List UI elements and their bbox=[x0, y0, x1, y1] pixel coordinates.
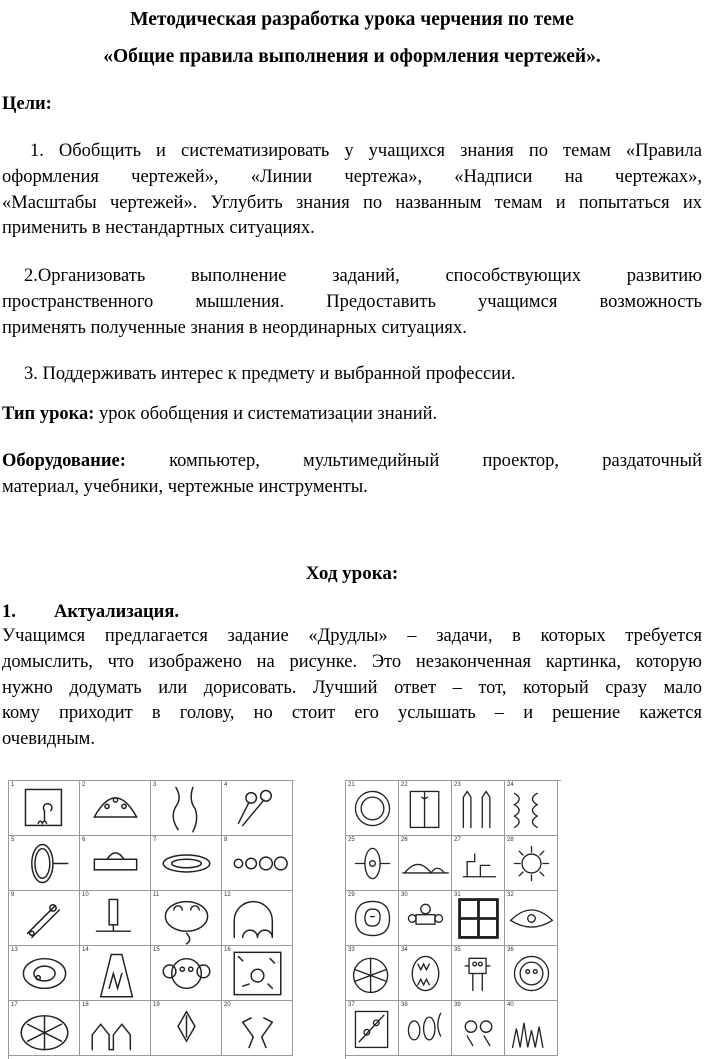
droodle-number: 2 bbox=[82, 782, 86, 788]
droodles-grid-left bbox=[8, 780, 294, 1059]
droodle-number: 35 bbox=[454, 947, 461, 953]
droodle-sketch bbox=[452, 781, 505, 836]
droodle-sketch bbox=[9, 946, 80, 1001]
droodle-sketch bbox=[80, 891, 151, 946]
droodle-sketch bbox=[80, 836, 151, 891]
droodle-sketch bbox=[399, 836, 452, 891]
droodle-sketch bbox=[399, 781, 452, 836]
droodle-sketch bbox=[452, 946, 505, 1001]
droodle-cell bbox=[151, 836, 222, 891]
droodle-number: 12 bbox=[224, 892, 231, 898]
droodle-number: 34 bbox=[401, 947, 408, 953]
droodle-number: 14 bbox=[82, 947, 89, 953]
droodle-number: 3 bbox=[153, 782, 157, 788]
droodle-cell bbox=[222, 1001, 293, 1056]
droodle-number: 5 bbox=[11, 837, 15, 843]
droodle-number: 9 bbox=[11, 892, 15, 898]
droodle-cell bbox=[9, 781, 80, 836]
droodle-sketch bbox=[151, 891, 222, 946]
droodle-cell bbox=[222, 781, 293, 836]
droodle-cell bbox=[452, 836, 505, 891]
droodle-cell bbox=[399, 781, 452, 836]
droodle-number: 15 bbox=[153, 947, 160, 953]
droodle-sketch bbox=[505, 836, 558, 891]
droodle-number: 16 bbox=[224, 947, 231, 953]
goal-item-3: 3. Поддерживать интерес к предмету и выбранной профессии. bbox=[24, 364, 516, 384]
droodle-sketch bbox=[222, 836, 293, 891]
droodle-number: 17 bbox=[11, 1002, 18, 1008]
droodle-cell bbox=[80, 946, 151, 1001]
equipment: Оборудование: компьютер, мультимедийный проектор, раздаточный материал, учебники, чертежные инструменты. bbox=[2, 451, 702, 497]
droodle-cell bbox=[346, 1001, 399, 1056]
droodle-cell bbox=[151, 1001, 222, 1056]
droodle-cell bbox=[80, 891, 151, 946]
droodles-figure bbox=[0, 774, 704, 1058]
droodle-cell bbox=[399, 891, 452, 946]
goal-item-1: 1. Обобщить и систематизировать у учащихся знания по темам «Правила оформления чертежей», «Линии чертежа», «Надписи на чертежах», «Масштабы чертежей». Углубить знания по названным темам и попытаться их применить в нестандартных ситуациях. bbox=[2, 141, 702, 239]
goals-heading: Цели: bbox=[2, 94, 52, 114]
document-title-line-2: «Общие правила выполнения и оформления чертежей». bbox=[103, 46, 601, 67]
droodle-sketch bbox=[399, 1001, 452, 1056]
droodle-cell bbox=[452, 781, 505, 836]
droodle-number: 11 bbox=[153, 892, 160, 898]
droodle-number: 32 bbox=[507, 892, 514, 898]
droodle-number: 26 bbox=[401, 837, 408, 843]
droodle-sketch bbox=[505, 781, 558, 836]
droodle-sketch bbox=[222, 946, 293, 1001]
droodle-number: 30 bbox=[401, 892, 408, 898]
droodle-cell bbox=[346, 891, 399, 946]
droodle-cell bbox=[222, 891, 293, 946]
droodle-sketch bbox=[9, 836, 80, 891]
droodle-sketch bbox=[452, 891, 505, 946]
document-title-line-1: Методическая разработка урока черчения по теме bbox=[130, 9, 574, 30]
droodle-number: 21 bbox=[348, 782, 355, 788]
droodle-number: 27 bbox=[454, 837, 461, 843]
droodle-cell bbox=[505, 946, 558, 1001]
section-1-text: Учащимся предлагается задание «Друдлы» – задачи, в которых требуется домыслить, что изображено на рисунке. Это незаконченная картинка, которую нужно додумать или дорисовать. Лучший ответ – тот, который сразу мало кому приходит в голову, но стоит его услышать – и решение кажется очевидным. bbox=[2, 626, 702, 750]
droodle-cell bbox=[80, 781, 151, 836]
droodle-cell bbox=[9, 836, 80, 891]
droodle-sketch bbox=[399, 946, 452, 1001]
lesson-type bbox=[2, 402, 702, 428]
droodle-cell bbox=[9, 1001, 80, 1056]
droodle-number: 23 bbox=[454, 782, 461, 788]
droodle-cell bbox=[9, 946, 80, 1001]
lesson-type-label: Тип урока: bbox=[2, 404, 95, 424]
droodle-sketch bbox=[505, 1001, 558, 1056]
droodle-number: 8 bbox=[224, 837, 228, 843]
droodle-number: 39 bbox=[454, 1002, 461, 1008]
droodle-sketch bbox=[505, 946, 558, 1001]
droodle-number: 10 bbox=[82, 892, 89, 898]
droodle-sketch bbox=[151, 1001, 222, 1056]
droodle-sketch bbox=[9, 781, 80, 836]
droodle-sketch bbox=[505, 891, 558, 946]
droodle-number: 38 bbox=[401, 1002, 408, 1008]
droodle-number: 1 bbox=[11, 782, 15, 788]
droodle-cell bbox=[346, 836, 399, 891]
droodle-cell bbox=[399, 946, 452, 1001]
droodle-cell bbox=[346, 946, 399, 1001]
droodle-number: 22 bbox=[401, 782, 408, 788]
droodle-cell bbox=[80, 1001, 151, 1056]
droodle-cell bbox=[151, 946, 222, 1001]
droodle-number: 7 bbox=[153, 837, 157, 843]
droodle-cell bbox=[151, 781, 222, 836]
droodle-cell bbox=[505, 1001, 558, 1056]
droodle-cell bbox=[505, 891, 558, 946]
droodle-sketch bbox=[222, 891, 293, 946]
droodle-number: 18 bbox=[82, 1002, 89, 1008]
droodle-sketch bbox=[80, 946, 151, 1001]
droodle-number: 37 bbox=[348, 1002, 355, 1008]
droodle-number: 31 bbox=[454, 892, 461, 898]
droodle-sketch bbox=[151, 836, 222, 891]
droodles-grid-right bbox=[345, 780, 561, 1059]
droodle-cell bbox=[9, 891, 80, 946]
droodle-number: 28 bbox=[507, 837, 514, 843]
goal-item-2: 2.Организовать выполнение заданий, способствующих развитию пространственного мышления. Предоставить учащимся возможность применять полученные знания в неординарных ситуациях. bbox=[2, 266, 702, 338]
course-heading: Ход урока: bbox=[305, 563, 399, 584]
droodle-cell bbox=[399, 1001, 452, 1056]
droodle-number: 4 bbox=[224, 782, 228, 788]
droodle-number: 20 bbox=[224, 1002, 231, 1008]
section-1-heading: 1. Актуализация. bbox=[2, 602, 179, 622]
droodle-sketch bbox=[346, 891, 399, 946]
droodle-sketch bbox=[452, 836, 505, 891]
droodle-cell bbox=[222, 946, 293, 1001]
droodle-sketch bbox=[346, 1001, 399, 1056]
droodle-number: 40 bbox=[507, 1002, 514, 1008]
droodle-number: 13 bbox=[11, 947, 18, 953]
droodle-cell bbox=[505, 836, 558, 891]
droodle-cell bbox=[452, 891, 505, 946]
droodle-sketch bbox=[222, 1001, 293, 1056]
droodle-sketch bbox=[151, 781, 222, 836]
droodle-sketch bbox=[222, 781, 293, 836]
droodle-number: 29 bbox=[348, 892, 355, 898]
droodle-cell bbox=[346, 781, 399, 836]
droodle-number: 25 bbox=[348, 837, 355, 843]
droodle-cell bbox=[80, 836, 151, 891]
lesson-type-value: урок обобщения и систематизации знаний. bbox=[94, 404, 438, 424]
droodle-cell bbox=[505, 781, 558, 836]
equipment-label: Оборудование: bbox=[2, 451, 126, 471]
droodle-sketch bbox=[346, 836, 399, 891]
droodle-cell bbox=[452, 946, 505, 1001]
droodle-sketch bbox=[452, 1001, 505, 1056]
droodle-sketch bbox=[80, 1001, 151, 1056]
droodle-number: 6 bbox=[82, 837, 86, 843]
droodle-number: 19 bbox=[153, 1002, 160, 1008]
droodle-sketch bbox=[151, 946, 222, 1001]
droodle-number: 33 bbox=[348, 947, 355, 953]
droodle-sketch bbox=[9, 1001, 80, 1056]
droodle-number: 24 bbox=[507, 782, 514, 788]
droodle-cell bbox=[399, 836, 452, 891]
droodle-cell bbox=[452, 1001, 505, 1056]
droodle-sketch bbox=[399, 891, 452, 946]
droodle-sketch bbox=[9, 891, 80, 946]
droodle-number: 36 bbox=[507, 947, 514, 953]
droodle-sketch bbox=[80, 781, 151, 836]
droodle-sketch bbox=[346, 946, 399, 1001]
droodle-cell bbox=[222, 836, 293, 891]
droodle-cell bbox=[151, 891, 222, 946]
droodle-sketch bbox=[346, 781, 399, 836]
